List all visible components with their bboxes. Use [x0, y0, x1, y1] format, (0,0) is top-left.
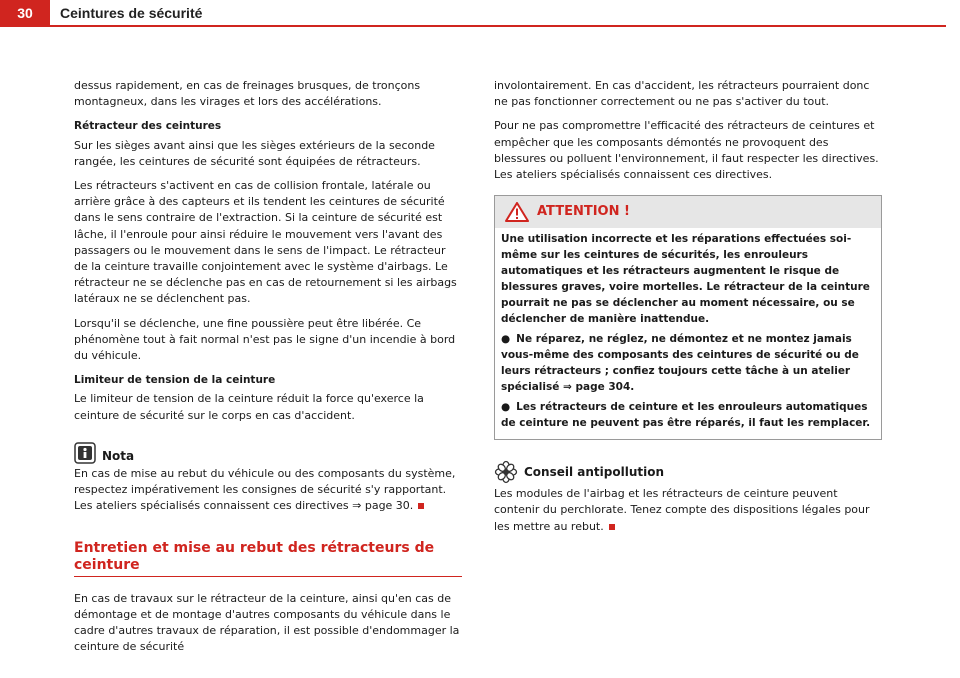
- eco-header: [494, 460, 882, 484]
- flower-eco-icon: [494, 460, 518, 484]
- note-text: En cas de mise au rebut du véhicule ou des composants du système, respectez impérativement les consignes de sécurité s'y rapportant. Les ateliers spécialisés connaissent ces directives ⇒ page 30.: [74, 466, 456, 513]
- end-marker-square: [418, 503, 424, 509]
- bullet-icon: ●: [501, 333, 511, 346]
- attention-bullet: ● Les rétracteurs de ceinture et les enrouleurs automatiques de ceinture ne peuvent pas être réparés, il faut les remplacer.: [501, 401, 871, 430]
- section-title: Entretien et mise au rebut des rétracteurs de ceinture: [74, 540, 462, 576]
- attention-paragraph: Une utilisation incorrecte et les réparations effectuées soi-même sur les ceintures de sécurités, les enrouleurs automatiques et les rétracteurs augmentent le risque de blessures graves, voire mortelles. Le rétracteur de la ceinture pourrait ne pas se déclencher au moment nécessaire, ou se déclencher de manière inattendue.: [501, 233, 870, 326]
- paragraph: Les rétracteurs s'activent en cas de collision frontale, latérale ou arrière grâce à des capteurs et ils tendent les ceintures de sécurité dans le sens contraire de l'extraction. Si la ceinture de sécurité est lâche, il l'enroule pour ainsi réduire le mouvement vers l'avant des passagers ou le mouvement dans le sens de l'impact. Le rétracteur de la ceinture travaille conjointement avec le système d'airbags. Le rétracteur ne se déclenche pas en cas de retournement si les airbags latéraux ne se déclenchent pas.: [74, 179, 457, 306]
- header-rule: [50, 25, 946, 27]
- end-marker-square: [609, 524, 615, 530]
- paragraph: Sur les sièges avant ainsi que les sièges extérieurs de la seconde rangée, les ceintures de sécurité sont équipées de rétracteurs.: [74, 138, 435, 168]
- page-header: [0, 0, 960, 30]
- attention-body: [495, 228, 881, 439]
- paragraph: dessus rapidement, en cas de freinages brusques, de tronçons montagneux, dans les virages et lors des accélérations.: [74, 79, 421, 109]
- attention-box: [494, 195, 882, 440]
- paragraph: En cas de travaux sur le rétracteur de la ceinture, ainsi qu'en cas de démontage et de montage d'autres composants du véhicule dans le cadre d'autres travaux de réparation, il est possible d'endommager la ceinture de sécurité: [74, 591, 460, 654]
- subheading-limiteur: Limiteur de tension de la ceinture: [74, 374, 276, 387]
- warning-triangle-icon: [505, 202, 529, 222]
- note-header: [74, 442, 462, 464]
- attention-title: ATTENTION !: [537, 204, 630, 220]
- page-title: Ceintures de sécurité: [60, 5, 203, 21]
- info-note-icon: [74, 442, 96, 464]
- attention-header: [495, 196, 881, 228]
- note-title: Nota: [102, 448, 135, 463]
- eco-text: Les modules de l'airbag et les rétracteurs de ceinture peuvent contenir du perchlorate. Tenez compte des dispositions légales pour les mettre au rebut.: [494, 487, 870, 533]
- attention-bullet: ● Ne réparez, ne réglez, ne démontez et ne montez jamais vous-même des composants des ceintures de sécurité ou de leurs rétracteurs ; confiez toujours cette tâche à un atelier spécialisé ⇒ page 304.: [501, 333, 859, 394]
- right-column: [494, 78, 882, 543]
- paragraph: Pour ne pas compromettre l'efficacité des rétracteurs de ceintures et empêcher que les composants démontés ne provoquent des blessures ou polluent l'environnement, il faut respecter les directives. Les ateliers spécialisés connaissent ces directives.: [494, 119, 879, 182]
- eco-title: Conseil antipollution: [524, 465, 665, 480]
- paragraph: involontairement. En cas d'accident, les rétracteurs pourraient donc ne pas fonctionner correctement ou ne pas s'activer du tout.: [494, 79, 870, 109]
- page-number: 30: [0, 0, 50, 27]
- left-column: [74, 78, 462, 664]
- paragraph: Lorsqu'il se déclenche, une fine poussière peut être libérée. Ce phénomène tout à fait normal n'est pas le signe d'un incendie à bord du véhicule.: [74, 316, 456, 363]
- bullet-icon: ●: [501, 401, 511, 414]
- paragraph: Le limiteur de tension de la ceinture réduit la force qu'exerce la ceinture de sécurité sur le corps en cas d'accident.: [74, 392, 424, 422]
- subheading-retracteur: Rétracteur des ceintures: [74, 120, 222, 133]
